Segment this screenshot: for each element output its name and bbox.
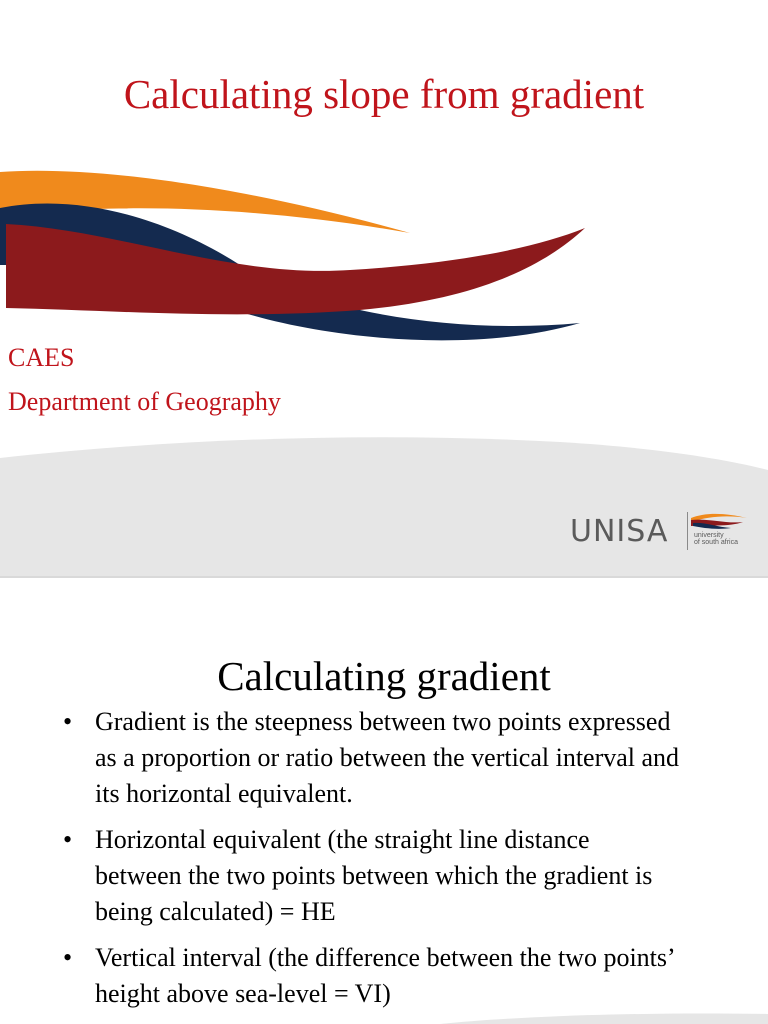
- bullet-text: Gradient is the steepness between two points expressed as a proportion or ratio between the vertical interval and its horizontal equivalent.: [95, 707, 680, 808]
- logo-wordmark: UNISA: [570, 514, 669, 549]
- slide-title: Calculating gradient: [217, 653, 551, 699]
- unisa-logo: [570, 508, 760, 552]
- bullet-text: Vertical interval (the difference between the two points’ height above sea-level = VI): [95, 943, 674, 1008]
- bullet-item: [60, 940, 680, 1012]
- slide-title: Calculating slope from gradient: [123, 71, 645, 117]
- logo-tagline-line-1: university: [694, 532, 724, 539]
- content-slide: [0, 578, 768, 1024]
- logo-swoosh-icon: [691, 510, 747, 530]
- logo-divider: [687, 512, 688, 550]
- grey-background-band: [0, 430, 768, 576]
- bullet-icon: •: [63, 825, 73, 854]
- logo-tagline-line-2: of south africa: [694, 539, 738, 546]
- subtitle-line-department: Department of Geography: [8, 387, 281, 416]
- grey-background-band: [440, 1012, 768, 1024]
- subtitle-line-caes: CAES: [8, 343, 75, 372]
- decorative-swoosh-graphic: [0, 160, 600, 360]
- swoosh-maroon-band: [6, 224, 585, 314]
- bullet-item: [60, 704, 680, 812]
- bullet-item: [60, 822, 680, 930]
- bullet-icon: •: [63, 707, 73, 736]
- bullet-text: Horizontal equivalent (the straight line distance between the two points between which the gradient is being calculated) = HE: [95, 825, 653, 926]
- bullet-list: [60, 704, 680, 1022]
- bullet-icon: •: [63, 943, 73, 972]
